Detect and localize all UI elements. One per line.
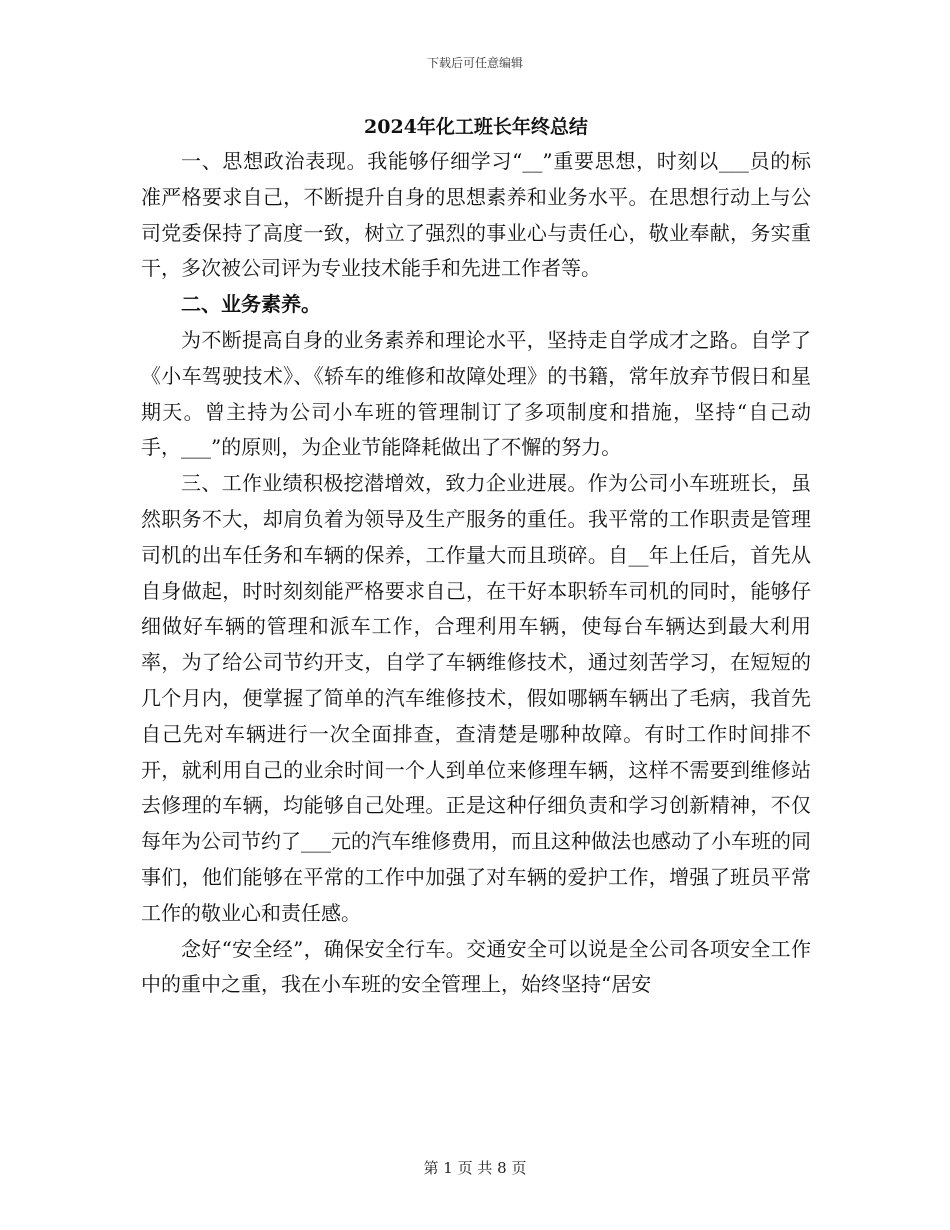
document-title: 2024年化工班长年终总结 [364, 116, 588, 138]
document-body [141, 110, 811, 1003]
paragraph-achievements: 三、工作业绩积极挖潜增效，致力企业进展。作为公司小车班班长，虽然职务不大，却肩负着为领导及生产服务的重任。我平常的工作职责是管理司机的出车任务和车辆的保养，工作量大而且琐碎。自__年上任后，首先从自身做起，时时刻刻能严格要求自己，在干好本职轿车司机的同时，能够仔细做好车辆的管理和派车工作，合理利用车辆，使每台车辆达到最大利用率，为了给公司节约开支，自学了车辆维修技术，通过刻苦学习，在短短的几个月内，便掌握了简单的汽车维修技术，假如哪辆车辆出了毛病，我首先自己先对车辆进行一次全面排查，查清楚是哪种故障。有时工作时间排不开，就利用自己的业余时间一个人到单位来修理车辆，这样不需要到维修站去修理的车辆，均能够自己处理。正是这种仔细负责和学习创新精神，不仅每年为公司节约了___元的汽车维修费用，而且这种做法也感动了小车班的同事们，他们能够在平常的工作中加强了对车辆的爱护工作，增强了班员平常工作的敬业心和责任感。 [141, 471, 811, 925]
paragraph-safety: 念好“安全经”，确保安全行车。交通安全可以说是全公司各项安全工作中的重中之重，我在小车班的安全管理上，始终坚持“居安 [141, 936, 811, 997]
paragraph-political: 一、思想政治表现。我能够仔细学习“__”重要思想，时刻以___员的标准严格要求自己，不断提升自身的思想素养和业务水平。在思想行动上与公司党委保持了高度一致，树立了强烈的事业心与责任心，敬业奉献，务实重干，多次被公司评为专业技术能手和先进工作者等。 [141, 149, 811, 281]
page-number: 第 1 页 共 8 页 [423, 1159, 527, 1177]
page-header-note: 下载后可任意编辑 [426, 56, 523, 70]
section-heading-business: 二、业务素养。 [181, 292, 321, 317]
paragraph-business: 为不断提高自身的业务素养和理论水平，坚持走自学成才之路。自学了《小车驾驶技术》、《轿车的维修和故障处理》的书籍，常年放弃节假日和星期天。曾主持为公司小车班的管理制订了多项制度和措施，坚持“自己动手，___”的原则，为企业节能降耗做出了不懈的努力。 [141, 327, 811, 460]
